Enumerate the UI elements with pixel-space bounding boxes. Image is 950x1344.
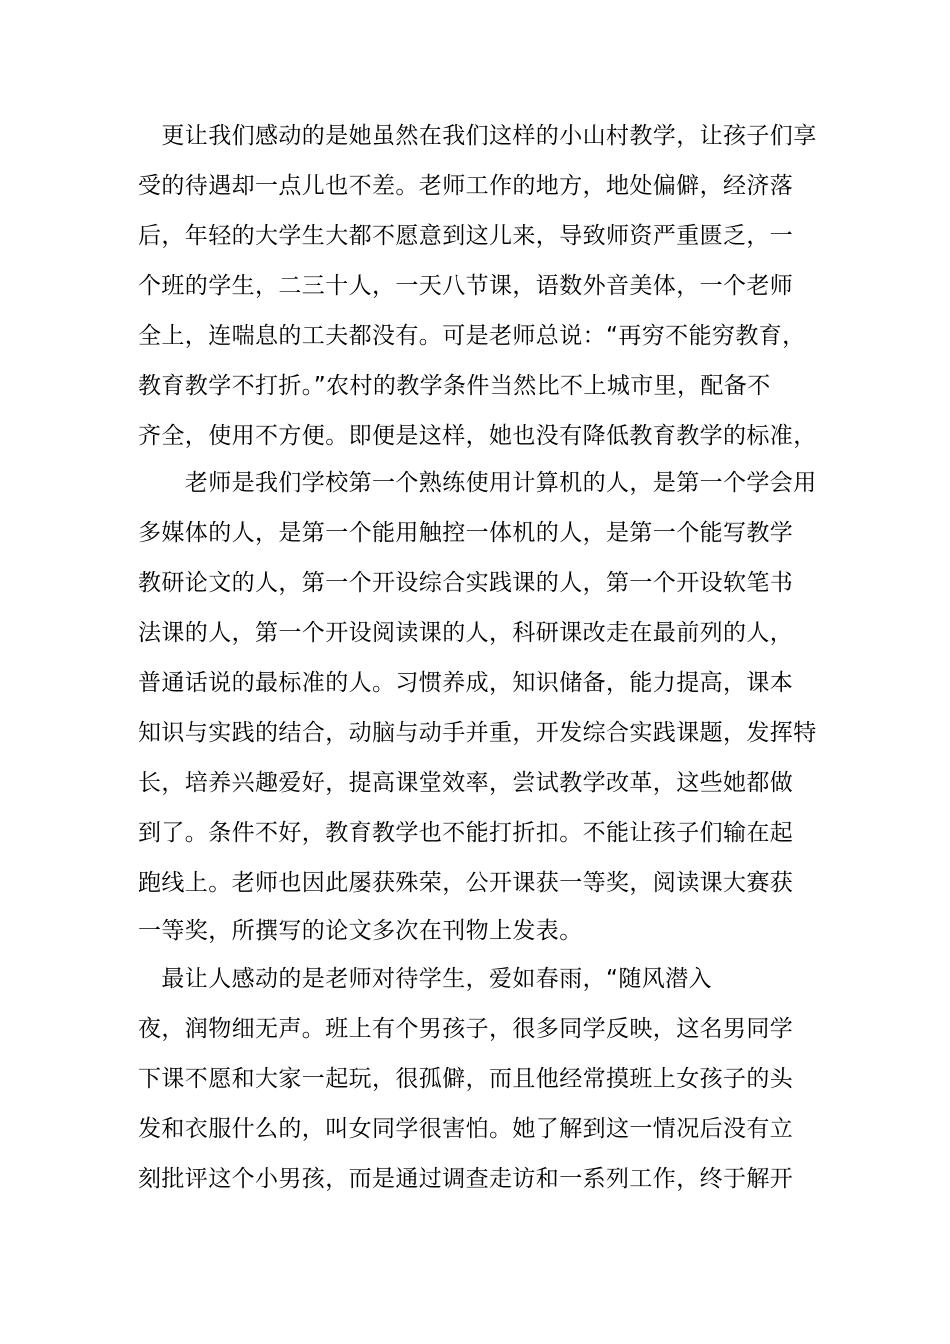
text-line: 更让我们感动的是她虽然在我们这样的小山村教学，让孩子们享 xyxy=(138,123,817,149)
text-line: 齐全，使用不方便。即便是这样，她也没有降低教育教学的标准， xyxy=(138,423,817,449)
text-line: 一等奖，所撰写的论文多次在刊物上发表。 xyxy=(138,918,583,944)
text-line: 知识与实践的结合，动脑与动手并重，开发综合实践课题，发挥特 xyxy=(138,720,817,746)
text-line: 法课的人，第一个开设阅读课的人，科研课改走在最前列的人， xyxy=(138,620,794,646)
text-line: 教育教学不打折。”农村的教学条件当然比不上城市里，配备不 xyxy=(138,373,771,399)
text-line: 发和衣服什么的，叫女同学很害怕。她了解到这一情况后没有立 xyxy=(138,1116,794,1142)
text-line: 最让人感动的是老师对待学生，爱如春雨，“随风潜入 xyxy=(138,966,712,992)
text-line: 多媒体的人，是第一个能用触控一体机的人，是第一个能写教学 xyxy=(138,520,794,546)
text-line: 受的待遇却一点儿也不差。老师工作的地方，地处偏僻，经济落 xyxy=(138,173,794,199)
text-line: 下课不愿和大家一起玩，很孤僻，而且他经常摸班上女孩子的头 xyxy=(138,1066,794,1092)
text-line: 后，年轻的大学生大都不愿意到这儿来，导致师资严重匮乏，一 xyxy=(138,223,794,249)
text-line: 个班的学生，二三十人，一天八节课，语数外音美体，一个老师 xyxy=(138,273,794,299)
text-line: 跑线上。老师也因此屡获殊荣，公开课获一等奖，阅读课大赛获 xyxy=(138,870,794,896)
text-line: 到了。条件不好，教育教学也不能打折扣。不能让孩子们输在起 xyxy=(138,820,794,846)
text-line: 普通话说的最标准的人。习惯养成，知识储备，能力提高，课本 xyxy=(138,670,794,696)
text-line: 老师是我们学校第一个熟练使用计算机的人，是第一个学会用 xyxy=(138,470,817,496)
text-line: 夜，润物细无声。班上有个男孩子，很多同学反映，这名男同学 xyxy=(138,1016,794,1042)
text-line: 全上，连喘息的工夫都没有。可是老师总说：“再穷不能穷教育， xyxy=(138,323,806,349)
text-line: 长，培养兴趣爱好，提高课堂效率，尝试教学改革，这些她都做 xyxy=(138,770,794,796)
text-line: 教研论文的人，第一个开设综合实践课的人，第一个开设软笔书 xyxy=(138,570,794,596)
text-line: 刻批评这个小男孩，而是通过调查走访和一系列工作，终于解开 xyxy=(138,1166,794,1192)
